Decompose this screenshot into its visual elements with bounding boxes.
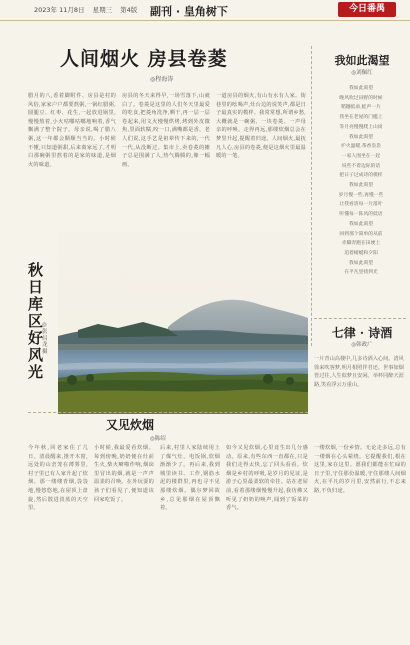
issue-page-number: 第4版 [120,6,138,14]
poem1-line: 我如此渴望 [349,260,373,266]
poem1-line: 我如此渴望 [349,134,373,140]
article1-title: 人间烟火 房县卷菱 [60,48,228,70]
poem1-body [316,84,406,278]
poem2-title: 七律 · 诗酒 [331,326,393,340]
article1-column-3: 一道房县的烟火,有山有水有人家。街巷里的吆喝声,灶台边的说笑声,都是日子最真实的模样。我常常想,所谓乡愁,大概就是一碗粥、一块卷菱、一声母亲的呼唤。走得再远,那缕炊烟总会在梦里升起,提醒着归途。人间烟火,最抚凡人心,房县的卷菱,便是这烟火里最温暖的一笔。 [216,93,306,160]
poem1-line: 回到那个简单的从前 [339,231,383,237]
issue-weekday: 星期三 [92,6,113,14]
poem1-line: 把日子过成诗的模样 [339,173,383,179]
article2-byline: ◎陈绍 [150,436,166,442]
poem1-line: 让我看清每一片落叶 [339,202,383,208]
photo-caption-title: 秋日库区好风光 [28,261,44,381]
article2-column-2: 小时候,我最爱看炊烟。每到傍晚,奶奶便在灶前生火,柴火噼啪作响,烟囱里冒出的烟,就是一声声温柔的召唤。在外玩耍的孩子们看见了,便知道该回家吃饭了。 [94,445,154,503]
page-header [0,0,410,21]
article2-column-5: 一缕炊烟,一份乡情。无论走多远,总有一缕烟在心头萦绕。它提醒我们,根在这里,家在这里。愿我们都能在忙碌的日子里,守住那份温暖,守住那缕人间烟火,在平凡的岁月里,安然前行,不忘来路,不负归途。 [314,445,406,494]
article2-column-4: 如今又见炊烟,心里竟生出几分感动。原来,有些东西一直都在,只是我们走得太快,忘了回头看看。炊烟是乡村的呼吸,是岁月的见证,是游子心里最柔软的牵挂。站在老屋前,看着那缕烟慢慢升起,我仿佛又听见了奶奶的唤声,闻到了饭菜的香气。 [226,445,308,512]
column-divider [311,46,312,346]
reservoir-landscape-photo [58,232,308,414]
article2-column-1: 今年秋,回老家住了几日。清晨醒来,推开木窗,远处的山峦笼在薄雾里,村子里已有人家升起了炊烟。那一缕缕青烟,袅袅地,慢悠悠地,在屋顶上盘旋,然后散进淡蓝的天空里。 [28,445,88,512]
poem1-title: 我如此渴望 [334,54,390,67]
article1-column-2: 房县的冬天来得早,一场雪落下,山就白了。卷菱是这里的人们冬天里最爱的吃食,把菱角洗净,晒干,再一层一层卷起来,用文火慢慢烘烤,烤到外皮微焦,里面软糯,咬一口,满嘴都是香。老人们说,这手艺是祖辈传下来的,一代一代,从没断过。集市上,卖卷菱的摊子总是围满了人,热气腾腾的,像一幅画。 [122,93,210,168]
article1-byline: ◎程海涛 [150,76,174,83]
poem1-author: ◎刘佩红 [351,70,373,76]
article2-column-3: 后来,村里人家陆续用上了煤气灶、电饭锅,炊烟渐渐少了。再后来,我到城里读书、工作,钢筋水泥的楼群里,再也寻不见那缕炊烟。偶尔梦回故乡,总见那烟在屋顶飘着。 [160,445,220,512]
poem2-body: 一片青山高楼中,几多诗酒入心间。清风徐来吹客梦,明月相照伴君还。世事如烟皆过往,人生似梦且安闲。举杯同醉天涯路,笑看浮云万重山。 [314,356,404,388]
poem1-line: 听懂每一阵风的低语 [339,212,383,218]
article2-title: 又见炊烟 [106,418,155,432]
poem1-line: 我如此渴望 [349,183,373,189]
poem1-line: 我如此渴望 [349,221,373,227]
poem1-line: 炉火温暖,茶香袅袅 [341,144,381,150]
poem1-line: 岁月慢一些,再慢一些 [338,192,384,198]
article1-column-1: 腊月的八,香着脚附件、房县是村的风俗,家家户户都要熬粥,一锅红腊粥,圆腿豆、红枣、花生,一起放进锅里,慢慢熬着,小火咕嘟咕嘟地响着,香气飘满了整个院子。母亲说,喝了腊八粥,这一年都会顺顺当当的。小时候不懂,只知道粥甜,后来离家远了,才明白那碗粥里熬着的是家的味道,是烟火的味道。 [28,93,116,168]
section-title: 副刊 · 皇角树下 [150,5,228,18]
poem-separator [314,318,406,319]
issue-date: 2023年 11月8日 [34,6,85,14]
poem1-line: 在平凡里找到光 [344,270,378,276]
poem2-author: ◎韩政广 [351,342,373,348]
poem1-line: 我坐在老屋的门槛上 [339,115,383,121]
section-separator [28,412,308,413]
poem1-line: 追着蜻蜓和夕阳 [344,250,378,256]
poem1-line: 稻穗低垂,蛙声一片 [341,105,381,111]
poem1-line: 我如此渴望 [349,86,373,91]
photo-credit: ◎张昌龙 摄 [42,322,48,356]
poem1-line: 晚风吹过田野的时候 [339,95,383,101]
newspaper-logo: 今日番禺 [338,2,396,17]
landscape-image [58,232,308,414]
poem1-line: 一家人围坐在一起 [341,153,381,159]
poem1-line: 赤脚奔跑在田埂上 [341,241,381,247]
poem1-line: 说些不着边际的话 [341,163,381,169]
poem1-line: 等月亮慢慢爬上山岗 [339,124,383,130]
issue-info [34,5,143,14]
